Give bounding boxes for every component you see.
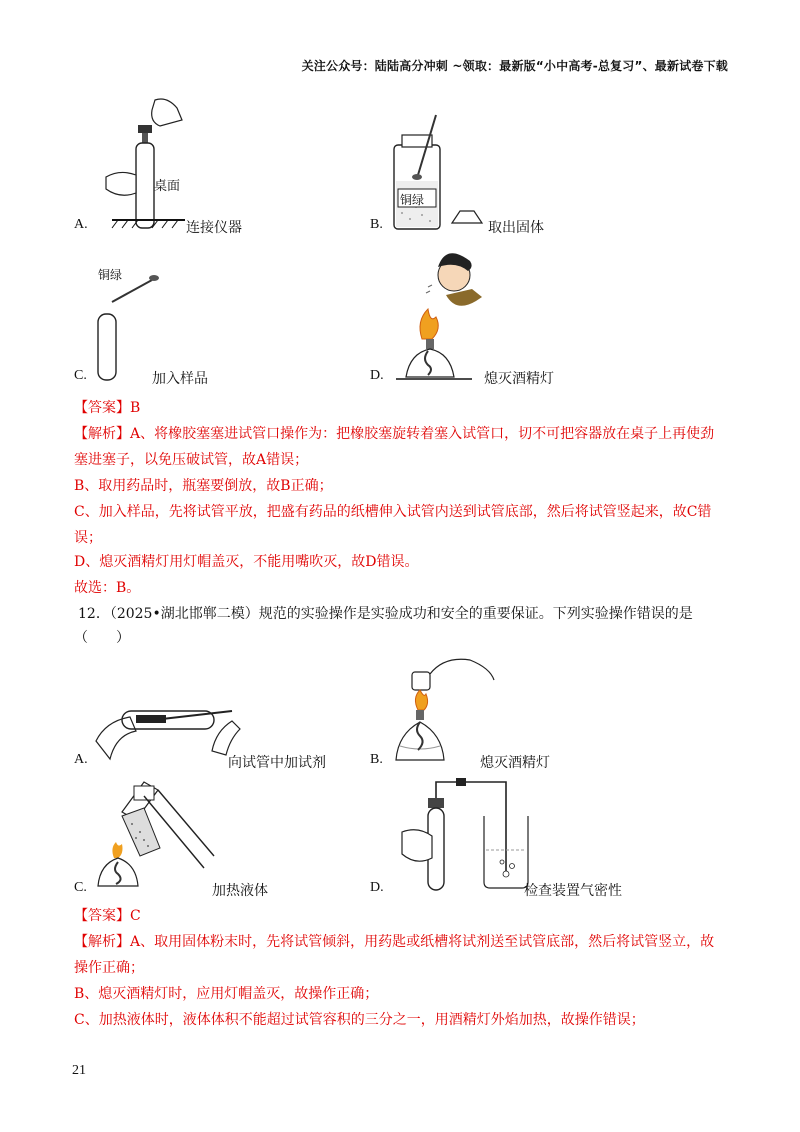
option-letter-12d: D.: [370, 880, 384, 895]
q11-analysis-line: D、熄灭酒精灯用灯帽盖灭，不能用嘴吹灭，故D错误。: [74, 554, 419, 570]
figure-label-verdigris-b: 铜绿: [400, 193, 425, 207]
q12-stem-blank: （ ）: [74, 630, 130, 646]
option-letter-11b: B.: [370, 217, 383, 232]
airtightness-illustration: [398, 776, 528, 894]
option-caption-12d: 检查装置气密性: [524, 883, 622, 899]
q12-analysis-line: 【解析】A、取用固体粉末时，先将试管倾斜，用药匙或纸槽将试剂送至试管底部，然后将试管竖立，故: [74, 934, 715, 950]
option-letter-11a: A.: [74, 217, 88, 232]
figure-label-desk: 桌面: [154, 179, 181, 194]
blowing-lamp-illustration: [392, 245, 502, 385]
option-caption-11c: 加入样品: [152, 371, 208, 387]
q11-answer: 【答案】B: [74, 400, 141, 416]
q12-analysis-line: B、熄灭酒精灯时，应用灯帽盖灭，故操作正确；: [74, 986, 379, 1002]
figure-11b-take-solid: [388, 115, 488, 239]
reagent-bottle-illustration: [388, 115, 488, 235]
q11-conclusion: 故选：B。: [74, 580, 141, 596]
option-caption-11d: 熄灭酒精灯: [484, 371, 554, 387]
q12-stem: 12．（2025•湖北邯郸二模）规范的实验操作是实验成功和安全的重要保证。下列实验操作错误的是: [78, 606, 693, 622]
option-caption-12a: 向试管中加试剂: [228, 755, 326, 771]
heating-tube-illustration: [92, 776, 212, 894]
q12-analysis-line: C、加热液体时，液体体积不能超过试管容积的三分之一，用酒精灯外焰加热，故操作错误；: [74, 1012, 645, 1028]
q12-analysis-line: 操作正确；: [74, 960, 144, 976]
page-number: 21: [72, 1063, 86, 1078]
option-caption-12c: 加热液体: [212, 883, 268, 899]
figure-12c-heat-liquid: [92, 776, 212, 898]
figure-11a-connect-instrument: [100, 95, 190, 234]
q11-analysis-line: 塞进塞子，以免压破试管，故A错误；: [74, 452, 309, 468]
option-letter-11c: C.: [74, 368, 87, 383]
option-caption-11b: 取出固体: [488, 220, 544, 236]
figure-12a-add-reagent: [92, 695, 242, 769]
option-caption-11a: 连接仪器: [186, 220, 242, 236]
option-letter-11d: D.: [370, 368, 384, 383]
stopper-insertion-illustration: [100, 95, 190, 230]
q11-analysis-line: C、加入样品，先将试管平放，把盛有药品的纸槽伸入试管内送到试管底部，然后将试管竖起来，故C错: [74, 504, 712, 520]
option-caption-12b: 熄灭酒精灯: [480, 755, 550, 771]
option-letter-12b: B.: [370, 752, 383, 767]
q11-analysis-line: 【解析】A、将橡胶塞塞进试管口操作为：把橡胶塞旋转着塞入试管口，切不可把容器放在桌子上再使劲: [74, 426, 715, 442]
figure-12d-check-airtightness: [398, 776, 528, 898]
lamp-cap-illustration: [390, 652, 500, 767]
horizontal-tube-illustration: [92, 695, 242, 765]
q11-analysis-line: B、取用药品时，瓶塞要倒放，故B正确；: [74, 478, 333, 494]
figure-label-verdigris-c: 铜绿: [98, 268, 123, 282]
option-letter-12c: C.: [74, 880, 87, 895]
q12-answer: 【答案】C: [74, 908, 141, 924]
q11-analysis-line: 误；: [74, 530, 102, 546]
option-letter-12a: A.: [74, 752, 88, 767]
page-header: 关注公众号：陆陆高分冲刺 ~领取：最新版“小中高考-总复习”、最新试卷下载: [301, 59, 728, 73]
